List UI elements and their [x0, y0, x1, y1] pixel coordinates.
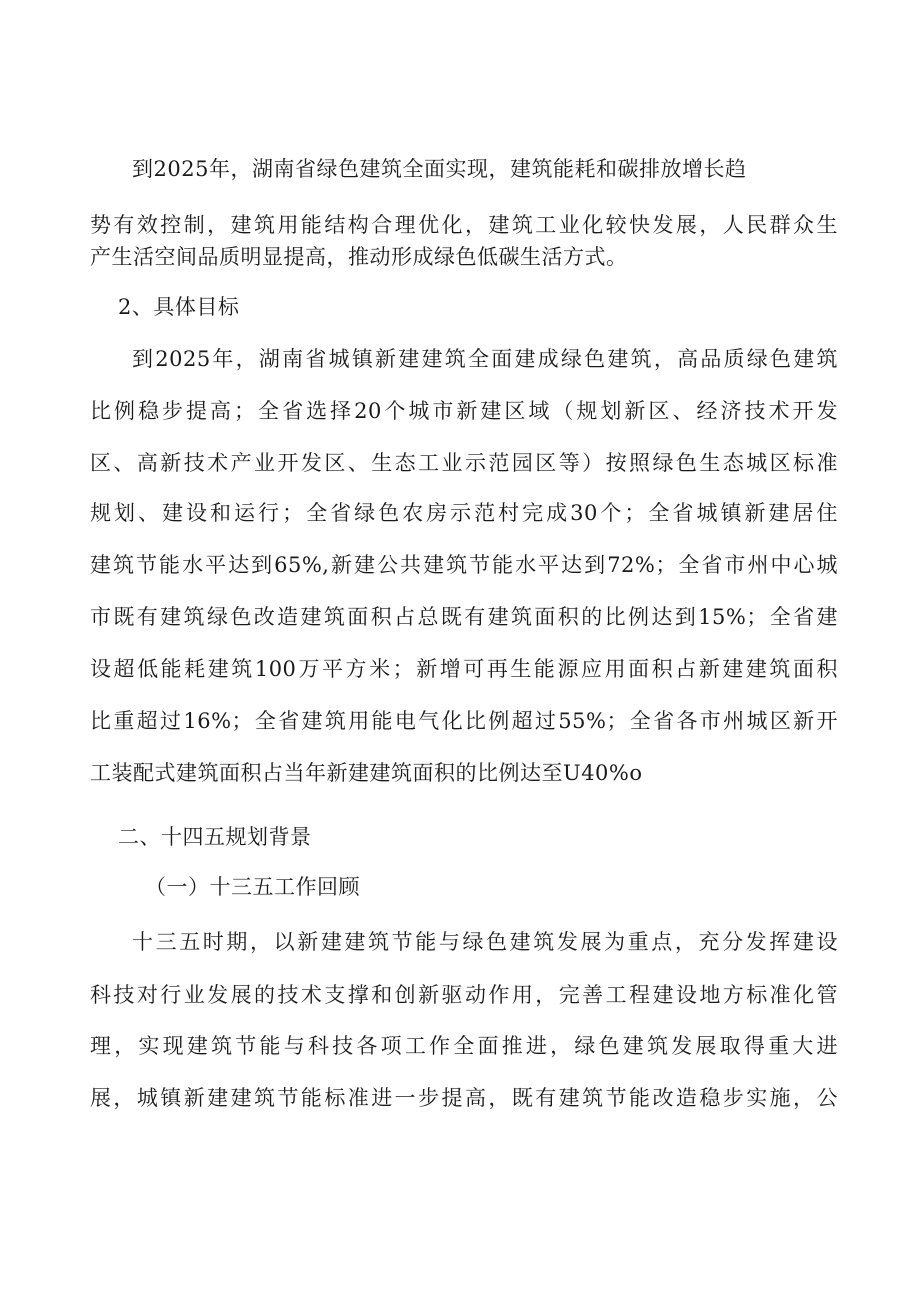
heading-review: （一）十三五工作回顾: [145, 875, 360, 899]
para2-line-5: 建筑节能水平达到65%,新建公共建筑节能水平达到72%；全省市州中心城: [90, 553, 838, 577]
para3-line-4: 展，城镇新建建筑节能标准进一步提高，既有建筑节能改造稳步实施，公: [90, 1086, 838, 1110]
para1-line-3: 产生活空间品质明显提高，推动形成绿色低碳生活方式。: [90, 245, 628, 269]
para2-line-7: 设超低能耗建筑100万平方米；新增可再生能源应用面积占新建建筑面积: [90, 657, 838, 681]
para1-line-1: 到2025年，湖南省绿色建筑全面实现，建筑能耗和碳排放增长趋: [132, 157, 747, 181]
heading-background: 二、十四五规划背景: [118, 825, 312, 849]
para3-line-3: 理，实现建筑节能与科技各项工作全面推进，绿色建筑发展取得重大进: [90, 1034, 838, 1058]
para2-line-9: 工装配式建筑面积占当年新建建筑面积的比例达至U40%o: [90, 761, 643, 785]
para2-line-3: 区、高新技术产业开发区、生态工业示范园区等）按照绿色生态城区标准: [90, 451, 838, 475]
para2-line-2: 比例稳步提高；全省选择20个城市新建区域（规划新区、经济技术开发: [90, 399, 838, 423]
para3-line-2: 科技对行业发展的技术支撑和创新驱动作用，完善工程建设地方标准化管: [90, 983, 838, 1007]
para2-line-8: 比重超过16%；全省建筑用能电气化比例超过55%；全省各市州城区新开: [90, 709, 838, 733]
heading-specific-goals: 2、具体目标: [118, 295, 240, 319]
para2-line-1: 到2025年，湖南省城镇新建建筑全面建成绿色建筑，高品质绿色建筑: [132, 347, 838, 371]
para2-line-6: 市既有建筑绿色改造建筑面积占总既有建筑面积的比例达到15%；全省建: [90, 605, 838, 629]
para1-line-2: 势有效控制，建筑用能结构合理优化，建筑工业化较快发展，人民群众生: [90, 213, 838, 237]
para3-line-1: 十三五时期，以新建建筑节能与绿色建筑发展为重点，充分发挥建设: [132, 930, 838, 954]
para2-line-4: 规划、建设和运行；全省绿色农房示范村完成30个；全省城镇新建居住: [90, 501, 838, 525]
